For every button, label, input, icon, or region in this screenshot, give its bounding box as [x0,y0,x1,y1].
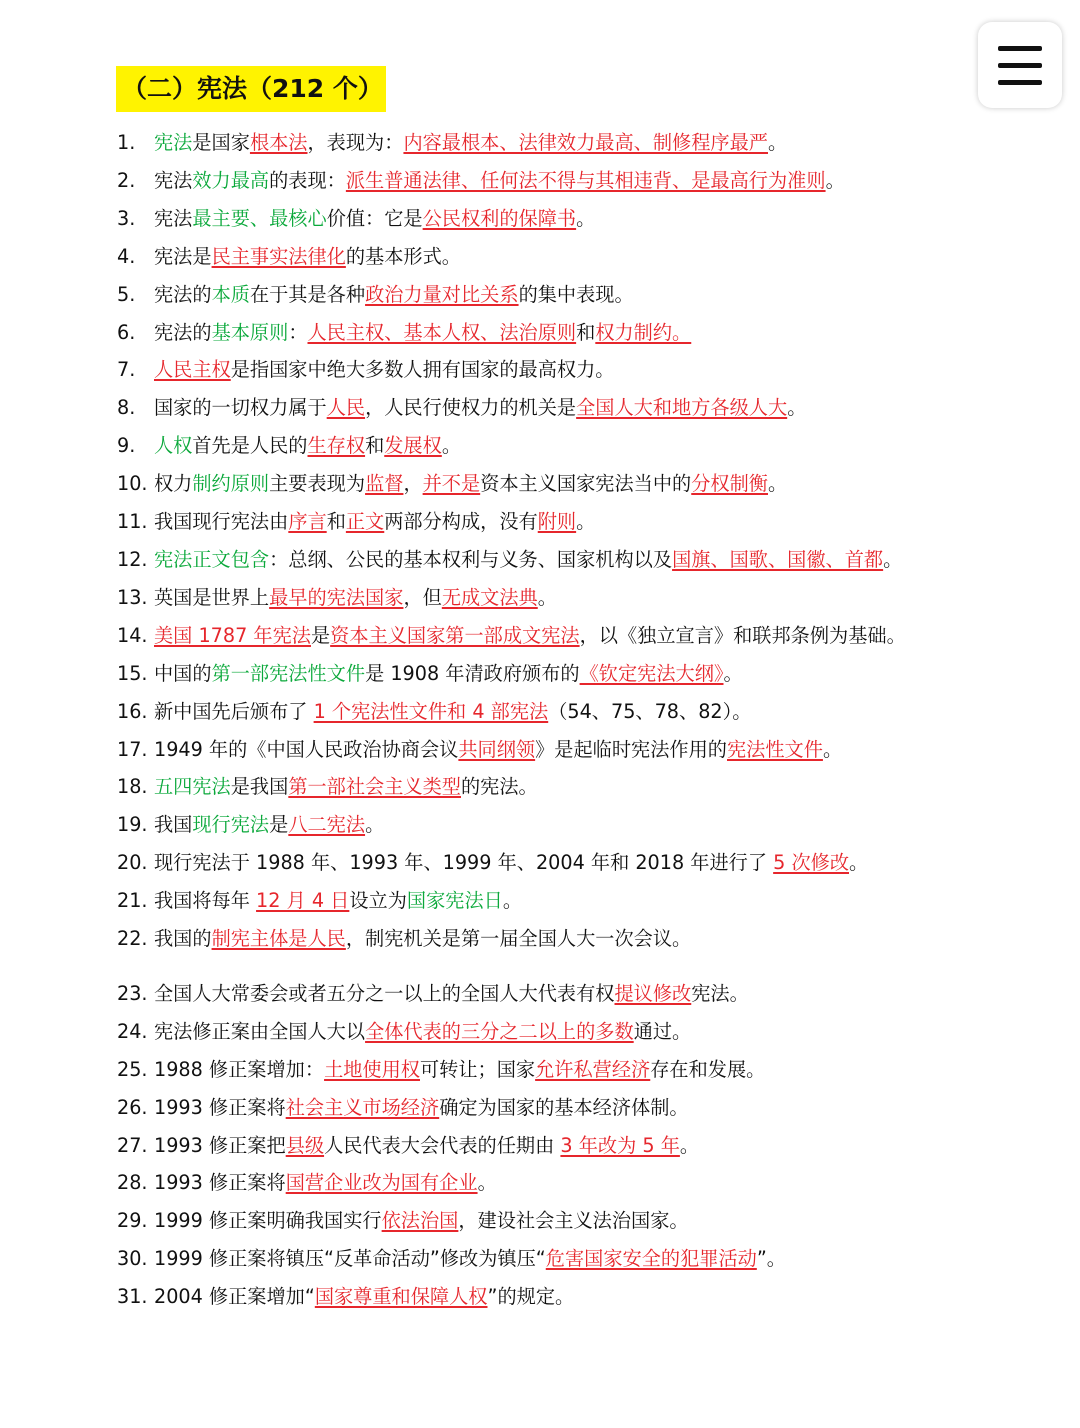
key-term-red: 人民主权 [154,358,231,381]
item-number: 7. [117,358,136,381]
key-term-red: 5 次修改 [773,851,850,874]
item-text: 。 [822,738,843,761]
item-number: 23. [117,982,148,1005]
key-term-red: 资本主义国家第一部成文宪法 [330,624,580,647]
key-term-red: 《钦定宪法大纲》 [579,662,724,685]
key-term-green: 第一部宪法性文件 [211,662,366,685]
item-number: 14. [117,624,148,647]
item-number: 21. [117,889,148,912]
key-term-red: 全国人大和地方各级人大 [576,396,788,419]
item-text: 首先是人民的 [192,434,308,457]
item-text: 新中国先后颁布了 [154,700,314,723]
item-text: 我国现行宪法由 [154,510,289,533]
item-text: 是 1908 年清政府颁布的 [365,662,580,685]
key-term-red: 1 个宪法性文件和 4 部宪法 [313,700,549,723]
key-term-red: 社会主义市场经济 [285,1096,440,1119]
item-number: 30. [117,1247,148,1270]
item-text: ，制宪机关是第一届全国人大一次会议。 [345,927,692,950]
item-text: 两部分构成，没有 [384,510,538,533]
key-term-green: 最主要、最核心 [192,207,327,230]
item-number: 9. [117,434,136,457]
item-text: 2004 修正案增加“ [154,1285,315,1308]
item-text: ，但 [403,586,442,609]
list-item [117,1169,497,1197]
list-item [117,887,522,915]
item-text: 是 [269,813,289,836]
item-text: 宪法 [154,169,193,192]
list-item [117,243,461,271]
item-number: 13. [117,586,148,609]
key-term-red: 制宪主体是人民 [211,927,346,950]
item-text: 是我国 [230,775,289,798]
item-number: 16. [117,700,148,723]
list-item [117,1056,765,1084]
list-item [117,925,691,953]
list-item [117,584,557,612]
item-number: 20. [117,851,148,874]
item-text: ”的规定。 [487,1285,575,1308]
list-item [117,1132,699,1160]
item-text: 宪法。 [691,982,749,1005]
item-number: 31. [117,1285,148,1308]
key-term-red: 全体代表的三分之二以上的多数 [365,1020,634,1043]
key-term-red: 附则 [537,510,577,533]
key-term-red: 美国 1787 年宪法 [154,624,311,647]
item-text: 宪法修正案由全国人大以 [154,1020,366,1043]
list-item [117,849,868,877]
key-term-red: 12 月 4 日 [256,889,350,912]
item-text: 1993 修正案把 [154,1134,286,1157]
item-text: 。 [787,396,807,419]
key-term-red: 并不是 [422,472,481,495]
item-text: 权力 [154,472,193,495]
item-text: 。 [723,662,743,685]
list-item [117,546,902,574]
key-term-red: 正文 [345,510,385,533]
item-text: 和 [326,510,346,533]
key-term-red: 无成文法典 [441,586,538,609]
list-item [117,1283,574,1311]
item-text: 的宪法。 [461,775,538,798]
item-text: 。 [576,207,596,230]
key-term-green: 宪法正文包含 [154,548,270,571]
key-term-green: 制约原则 [192,472,270,495]
list-item [117,319,691,347]
key-term-red: 内容最根本、法律效力最高、制修程序最严 [403,131,768,154]
key-term-red: 依法治国 [381,1209,459,1232]
key-term-red: 3 年改为 5 年 [560,1134,680,1157]
list-item [117,1094,689,1122]
item-text: ：总纲、公民的基本权利与义务、国家机构以及 [269,548,673,571]
item-text: 通过。 [633,1020,692,1043]
key-term-green: 五四宪法 [154,775,231,798]
item-text: 宪法是 [154,245,212,268]
item-text: 我国的 [154,927,212,950]
item-number: 8. [117,396,136,419]
list-item [117,470,787,498]
key-term-red: 权力制约。 [595,321,692,344]
item-text: 》是起临时宪法作用的 [535,738,727,761]
item-text: 资本主义国家宪法当中的 [480,472,692,495]
item-text: 宪法的 [154,283,212,306]
key-term-red: 共同纲领 [458,738,536,761]
item-text: 存在和发展。 [650,1058,766,1081]
item-text: 的基本形式。 [345,245,461,268]
item-text: 人民代表大会代表的任期由 [324,1134,561,1157]
list-item [117,1018,691,1046]
item-text: 主要表现为 [269,472,366,495]
hamburger-menu-icon [998,46,1042,51]
key-term-red: 监督 [365,472,404,495]
list-item [117,394,806,422]
item-text: 1999 修正案将镇压“反革命活动”修改为镇压“ [154,1247,546,1270]
list-item [117,432,461,460]
item-text: ： [288,321,308,344]
key-term-red: 县级 [285,1134,325,1157]
item-text: 是国家 [192,131,250,154]
list-item [117,660,743,688]
item-text: 可转让；国家 [420,1058,536,1081]
item-number: 22. [117,927,148,950]
item-text: 。 [883,548,903,571]
section-heading: （二）宪法（212 个） [116,66,386,112]
item-text: 在于其是各种 [249,283,366,306]
key-term-red: 宪法性文件 [727,738,823,761]
key-term-green: 效力最高 [192,169,270,192]
key-term-green: 现行宪法 [192,813,270,836]
item-text: 。 [441,434,461,457]
key-term-red: 人民主权、基本人权、法治原则 [307,321,577,344]
item-number: 18. [117,775,148,798]
key-term-red: 允许私营经济 [535,1058,651,1081]
key-term-green: 人权 [154,434,193,457]
key-term-red: 提议修改 [614,982,692,1005]
item-number: 29. [117,1209,148,1232]
key-term-red: 序言 [288,510,327,533]
key-term-red: 国营企业改为国有企业 [285,1171,478,1194]
list-item [117,129,787,157]
key-term-red: 国家尊重和保障人权 [314,1285,488,1308]
item-number: 25. [117,1058,148,1081]
list-item [117,205,595,233]
item-number: 26. [117,1096,148,1119]
item-number: 6. [117,321,136,344]
item-text: 。 [502,889,523,912]
item-text: 1999 修正案明确我国实行 [154,1209,382,1232]
item-text: 1993 修正案将 [154,1171,286,1194]
key-term-red: 民主事实法律化 [211,245,346,268]
key-term-green: 本质 [211,283,250,306]
hamburger-menu-icon [998,80,1042,85]
item-text: 英国是世界上 [154,586,270,609]
item-number: 3. [117,207,136,230]
item-text: （54、75、78、82）。 [548,700,752,723]
key-term-red: 八二宪法 [288,813,366,836]
item-text: ”。 [756,1247,786,1270]
list-item [117,811,384,839]
item-number: 11. [117,510,148,533]
item-text: 。 [825,169,845,192]
key-term-green: 基本原则 [211,321,289,344]
key-term-green: 宪法 [154,131,193,154]
item-number: 19. [117,813,148,836]
item-text: 宪法的 [154,321,212,344]
item-text: ，建设社会主义法治国家。 [458,1209,689,1232]
item-text: 。 [537,586,557,609]
menu-button[interactable] [978,22,1062,108]
item-number: 17. [117,738,148,761]
item-text: ，人民行使权力的机关是 [365,396,577,419]
item-number: 28. [117,1171,148,1194]
item-text: 我国 [154,813,193,836]
key-term-red: 第一部社会主义类型 [288,775,461,798]
list-item [117,356,615,384]
item-text: 。 [768,472,788,495]
item-text: 。 [477,1171,497,1194]
item-number: 2. [117,169,136,192]
item-text: 和 [365,434,385,457]
list-item [117,508,595,536]
item-text: 是指国家中绝大多数人拥有国家的最高权力。 [230,358,615,381]
item-number: 10. [117,472,148,495]
item-text: 1988 修正案增加： [154,1058,325,1081]
key-term-red: 土地使用权 [324,1058,420,1081]
key-term-red: 危害国家安全的犯罪活动 [545,1247,757,1270]
item-text: 全国人大常委会或者五分之一以上的全国人大代表有权 [154,982,615,1005]
key-term-red: 分权制衡 [691,472,768,495]
key-term-red: 根本法 [249,131,308,154]
item-text: 的集中表现。 [518,283,634,306]
list-item [117,773,538,801]
item-text: 确定为国家的基本经济体制。 [439,1096,689,1119]
list-item [117,1245,786,1273]
item-text: 中国的 [154,662,212,685]
key-term-red: 人民 [326,396,366,419]
list-item [117,980,749,1008]
key-term-red: 政治力量对比关系 [365,283,519,306]
hamburger-menu-icon [998,63,1042,68]
item-text: 。 [849,851,869,874]
item-text: 1949 年的《中国人民政治协商会议 [154,738,459,761]
key-term-red: 国旗、国歌、国徽、首都 [672,548,884,571]
list-item [117,167,845,195]
list-item [117,622,906,650]
key-term-red: 公民权利的保障书 [422,207,577,230]
item-text: ，以《独立宣言》和联邦条例为基础。 [579,624,906,647]
key-term-red: 生存权 [307,434,366,457]
item-text: 现行宪法于 1988 年、1993 年、1999 年、2004 年和 2018 年进行了 [154,851,774,874]
item-text: 是 [310,624,331,647]
item-text: 的表现： [269,169,346,192]
list-item [117,698,751,726]
item-number: 5. [117,283,136,306]
item-text: 我国将每年 [154,889,257,912]
item-text: 1993 修正案将 [154,1096,286,1119]
item-number: 24. [117,1020,148,1043]
item-text: 。 [679,1134,700,1157]
item-text: 价值：它是 [326,207,423,230]
key-term-green: 国家宪法日 [406,889,503,912]
list-item [117,736,842,764]
item-text: 。 [365,813,385,836]
item-text: 宪法 [154,207,193,230]
list-item [117,1207,689,1235]
item-text: ，表现为： [307,131,404,154]
item-text: 和 [576,321,596,344]
list-item [117,281,634,309]
key-term-red: 最早的宪法国家 [269,586,404,609]
item-number: 15. [117,662,148,685]
item-number: 1. [117,131,136,154]
item-text: 。 [576,510,596,533]
key-term-red: 发展权 [384,434,442,457]
item-number: 12. [117,548,148,571]
item-text: 国家的一切权力属于 [154,396,327,419]
item-number: 27. [117,1134,148,1157]
key-term-red: 派生普通法律、任何法不得与其相违背、是最高行为准则 [345,169,826,192]
item-number: 4. [117,245,136,268]
item-text: 设立为 [349,889,407,912]
item-text: ， [403,472,423,495]
item-text: 。 [768,131,788,154]
